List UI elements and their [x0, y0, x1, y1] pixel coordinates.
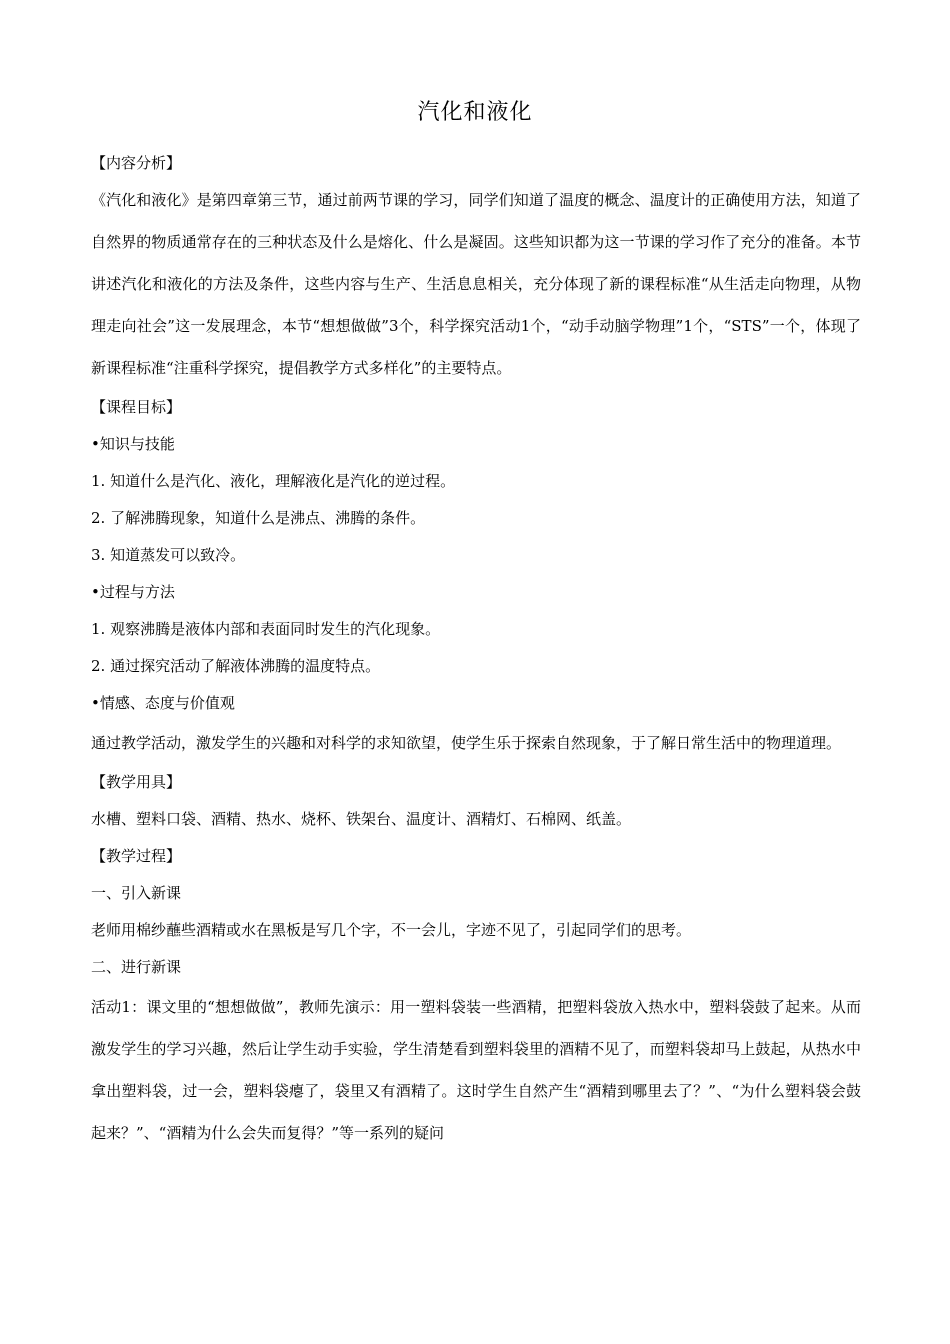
goal-process-heading: •过程与方法 [91, 583, 175, 601]
page-title: 汽化和液化 [417, 100, 533, 125]
goal-knowledge-item-2: 2. 了解沸腾现象，知道什么是沸点、沸腾的条件。 [91, 509, 426, 527]
analysis-paragraph: 《汽化和液化》是第四章第三节，通过前两节课的学习，同学们知道了温度的概念、温度计的正确使用方法，知道了自然界的物质通常存在的三种状态及什么是熔化、什么是凝固。这些知识都为这一节课的学习作了充分的准备。本节讲述汽化和液化的方法及条件，这些内容与生产、生活息息相关，充分体现了新的课程标准“从生活走向物理，从物理走向社会”这一发展理念，本节“想想做做”3个，科学探究活动1个，“动手动脑学物理”1个，“STS”一个，体现了新课程标准“注重科学探究，提倡教学方式多样化”的主要特点。 [91, 191, 861, 377]
section-heading-tools: 【教学用具】 [91, 773, 182, 791]
goal-emotion-paragraph: 通过教学活动，激发学生的兴趣和对科学的求知欲望，使学生乐于探索自然现象，于了解日常生活中的物理道理。 [91, 734, 842, 752]
intro-text: 老师用棉纱蘸些酒精或水在黑板是写几个字，不一会儿，字迹不见了，引起同学们的思考。 [91, 921, 692, 939]
goal-knowledge-heading: •知识与技能 [91, 435, 175, 453]
activity-paragraph: 活动1：课文里的“想想做做”，教师先演示：用一塑料袋装一些酒精，把塑料袋放入热水中，塑料袋鼓了起来。从而激发学生的学习兴趣，然后让学生动手实验，学生清楚看到塑料袋里的酒精不见了，而塑料袋却马上鼓起，从热水中拿出塑料袋，过一会，塑料袋瘪了，袋里又有酒精了。这时学生自然产生“酒精到哪里去了？”、“为什么塑料袋会鼓起来？”、“酒精为什么会失而复得？”等一系列的疑问 [91, 998, 861, 1142]
intro-heading: 一、引入新课 [91, 884, 182, 902]
goal-process-item-1: 1. 观察沸腾是液体内部和表面同时发生的汽化现象。 [91, 620, 441, 638]
section-heading-process: 【教学过程】 [91, 847, 182, 865]
goal-knowledge-item-1: 1. 知道什么是汽化、液化，理解液化是汽化的逆过程。 [91, 472, 456, 490]
section-heading-goals: 【课程目标】 [91, 398, 182, 416]
goal-process-item-2: 2. 通过探究活动了解液体沸腾的温度特点。 [91, 657, 381, 675]
new-lesson-heading: 二、进行新课 [91, 958, 182, 976]
document-body [91, 145, 861, 1154]
goal-knowledge-item-3: 3. 知道蒸发可以致冷。 [91, 546, 246, 564]
section-heading-analysis: 【内容分析】 [91, 154, 182, 172]
tools-list: 水槽、塑料口袋、酒精、热水、烧杯、铁架台、温度计、酒精灯、石棉网、纸盖。 [91, 810, 632, 828]
goal-emotion-heading: •情感、态度与价值观 [91, 694, 235, 712]
